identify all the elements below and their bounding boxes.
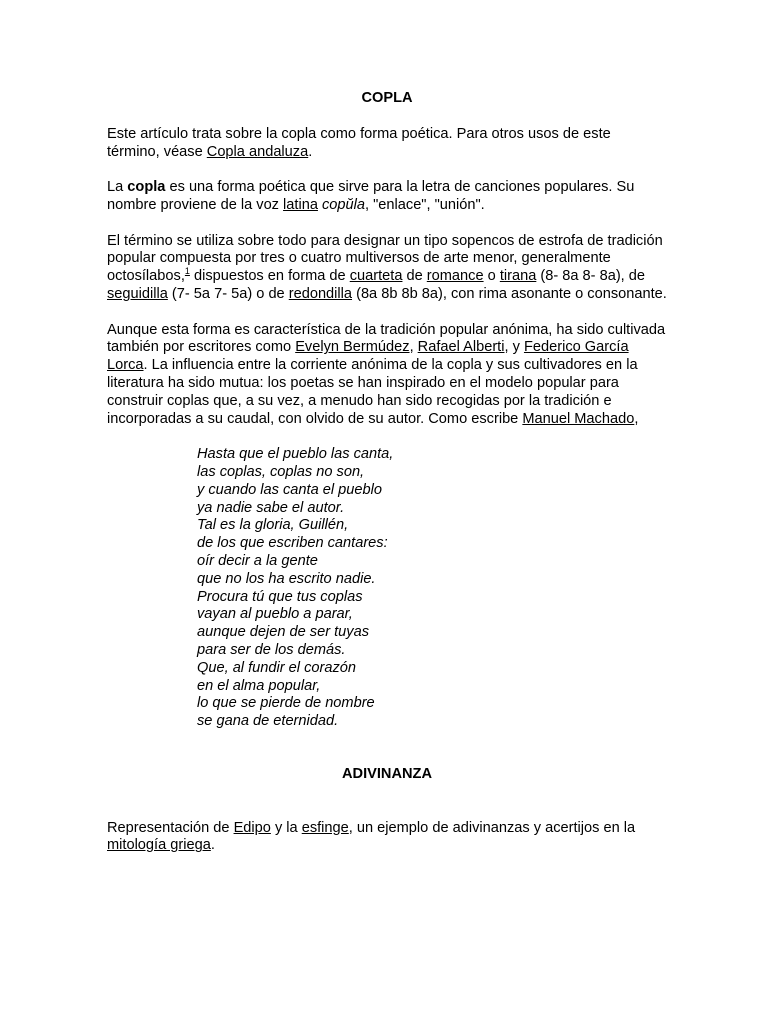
link-seguidilla[interactable]: seguidilla bbox=[107, 285, 168, 302]
link-copla-andaluza[interactable]: Copla andaluza bbox=[206, 143, 309, 160]
text: Aunque esta forma es característica de la tradición popular anónima, ha sido cultivada también por escritores como bbox=[107, 321, 666, 356]
poem-line: de los que escriben cantares: bbox=[197, 535, 388, 552]
text: , bbox=[409, 339, 418, 356]
section-title-adivinanza: ADIVINANZA bbox=[342, 765, 432, 782]
link-edipo[interactable]: Edipo bbox=[233, 819, 271, 836]
document-page bbox=[107, 90, 667, 873]
poem-line: Tal es la gloria, Guillén, bbox=[197, 517, 349, 534]
link-mitologia-griega[interactable]: mitología griega bbox=[107, 837, 211, 854]
text: . bbox=[210, 837, 215, 854]
text: de bbox=[402, 268, 427, 285]
link-esfinge[interactable]: esfinge bbox=[301, 819, 349, 836]
text: , bbox=[634, 410, 639, 427]
poem-line: ya nadie sabe el autor. bbox=[197, 499, 345, 516]
text: El término se utiliza sobre todo para designar un tipo sopencos de estrofa de tradición popular compuesta por tres o cuatro multiversos de arte menor, generalmente octosílabos, bbox=[107, 232, 663, 285]
footnote-ref-1[interactable]: 1 bbox=[184, 266, 190, 277]
text: es una forma poética que sirve para la letra de canciones populares. Su nombre proviene de la voz bbox=[107, 179, 635, 213]
text: . La influencia entre la corriente anónima de la copla y sus cultivadores en la literatura ha sido mutua: los poetas se han inspirado en el modelo popular para construir coplas que, a su vez, a menudo han sido recogidas por la tradición e incorporadas a su caudal, con olvido de su autor. Como escribe bbox=[107, 357, 638, 427]
text: . bbox=[308, 143, 313, 160]
link-rafael-alberti[interactable]: Rafael Alberti bbox=[417, 339, 505, 356]
authors-paragraph bbox=[107, 322, 667, 429]
text: La bbox=[107, 179, 128, 196]
definition-paragraph bbox=[107, 179, 667, 215]
text: , un ejemplo de adivinanzas y acertijos en la bbox=[348, 819, 636, 836]
poem-line: Procura tú que tus coplas bbox=[197, 588, 363, 605]
text: dispuestos en forma de bbox=[189, 268, 350, 285]
link-redondilla[interactable]: redondilla bbox=[288, 285, 353, 302]
link-evelyn-bermudez[interactable]: Evelyn Bermúdez bbox=[295, 339, 410, 356]
poem-line: aunque dejen de ser tuyas bbox=[197, 624, 370, 641]
adivinanza-intro-paragraph bbox=[107, 820, 667, 856]
poem-line: para ser de los demás. bbox=[197, 641, 346, 658]
section-title-copla: COPLA bbox=[361, 90, 413, 106]
poem-line: vayan al pueblo a parar, bbox=[197, 606, 353, 623]
text: Representación de bbox=[107, 819, 234, 836]
text: , y bbox=[504, 339, 524, 356]
link-tirana[interactable]: tirana bbox=[499, 268, 537, 285]
text: (8- 8a 8- 8a), de bbox=[536, 268, 646, 285]
text: (8a 8b 8b 8a), con rima asonante o consonante. bbox=[352, 285, 667, 302]
text: o bbox=[483, 268, 500, 285]
poem-line: Hasta que el pueblo las canta, bbox=[197, 446, 394, 463]
bold-term: copla bbox=[127, 179, 166, 196]
poem-line: lo que se pierde de nombre bbox=[197, 695, 375, 712]
text: y la bbox=[270, 819, 302, 836]
poem-line: que no los ha escrito nadie. bbox=[197, 570, 376, 587]
link-manuel-machado[interactable]: Manuel Machado bbox=[522, 410, 635, 427]
link-federico-garcia-lorca[interactable]: Federico García Lorca bbox=[107, 339, 629, 374]
text: (7- 5a 7- 5a) o de bbox=[167, 285, 289, 302]
link-latina[interactable]: latina bbox=[283, 196, 318, 213]
poem-quote bbox=[197, 446, 667, 766]
poem-line: se gana de eternidad. bbox=[197, 713, 339, 730]
text: , "enlace", "unión". bbox=[365, 196, 485, 213]
poem-line: y cuando las canta el pueblo bbox=[197, 481, 382, 498]
intro-disambiguation-paragraph bbox=[107, 126, 667, 162]
link-romance[interactable]: romance bbox=[426, 268, 484, 285]
usage-paragraph bbox=[107, 233, 667, 304]
poem-line: Que, al fundir el corazón bbox=[197, 659, 356, 676]
link-cuarteta[interactable]: cuarteta bbox=[349, 268, 403, 285]
poem-line: oír decir a la gente bbox=[197, 552, 318, 569]
poem-line: en el alma popular, bbox=[197, 677, 321, 694]
text: Este artículo trata sobre la copla como forma poética. Para otros usos de este término, véase bbox=[107, 125, 611, 160]
poem-line: las coplas, coplas no son, bbox=[197, 463, 365, 480]
italic-term: copŭla bbox=[322, 196, 366, 213]
